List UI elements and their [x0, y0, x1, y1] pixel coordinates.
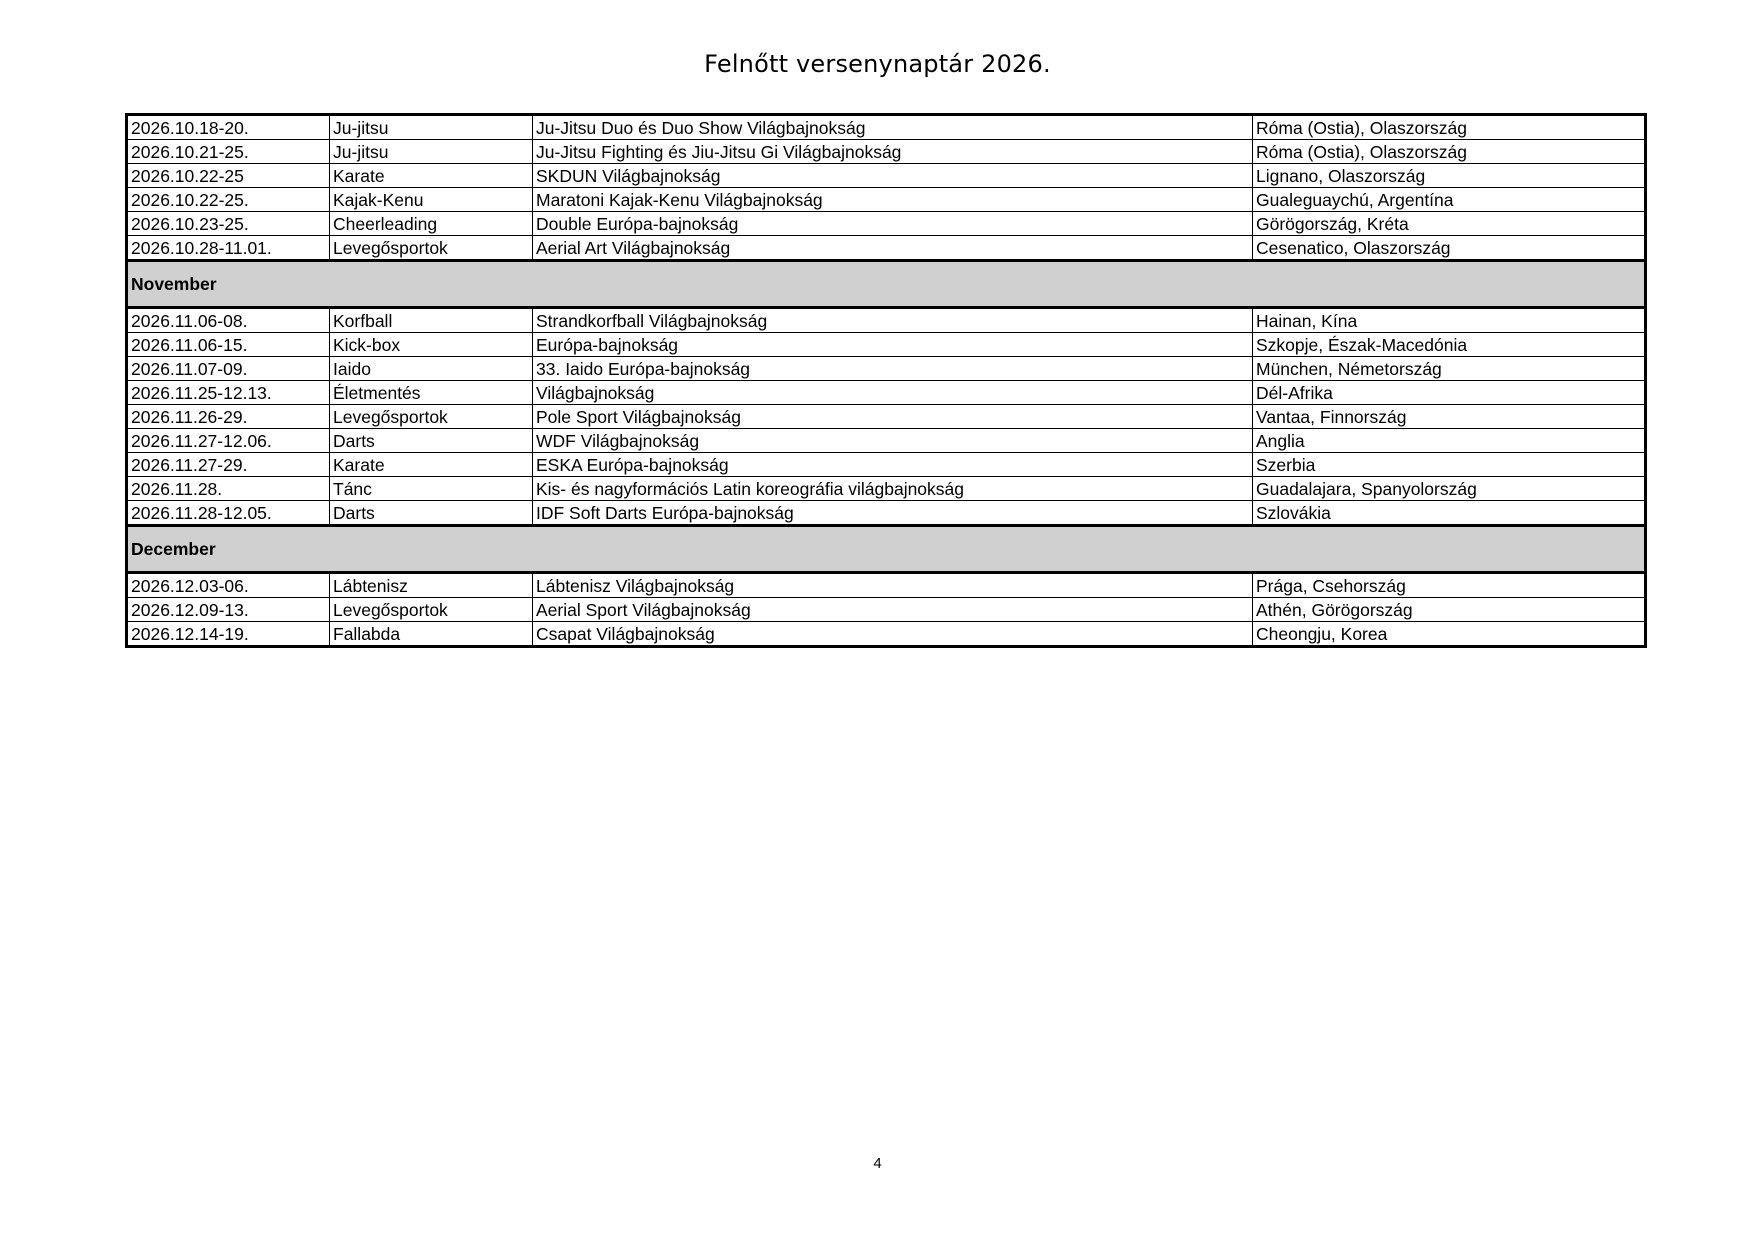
event-cell: IDF Soft Darts Európa-bajnokság: [533, 501, 1253, 526]
table-row: [127, 357, 1646, 381]
sport-cell: Ju-jitsu: [330, 115, 533, 140]
event-cell: Double Európa-bajnokság: [533, 212, 1253, 236]
table-row: [127, 333, 1646, 357]
sport-cell: Karate: [330, 453, 533, 477]
event-cell: Maratoni Kajak-Kenu Világbajnokság: [533, 188, 1253, 212]
sport-cell: Tánc: [330, 477, 533, 501]
date-cell: 2026.10.28-11.01.: [127, 236, 330, 261]
place-cell: Prága, Csehország: [1253, 573, 1646, 598]
place-cell: Szlovákia: [1253, 501, 1646, 526]
date-cell: 2026.10.22-25.: [127, 188, 330, 212]
sport-cell: Fallabda: [330, 622, 533, 647]
event-cell: Csapat Világbajnokság: [533, 622, 1253, 647]
sport-cell: Cheerleading: [330, 212, 533, 236]
table-row: [127, 429, 1646, 453]
month-header-row: [127, 261, 1646, 308]
event-cell: Lábtenisz Világbajnokság: [533, 573, 1253, 598]
event-cell: Kis- és nagyformációs Latin koreográfia világbajnokság: [533, 477, 1253, 501]
place-cell: Cesenatico, Olaszország: [1253, 236, 1646, 261]
event-cell: 33. Iaido Európa-bajnokság: [533, 357, 1253, 381]
month-label: November: [127, 261, 1646, 308]
event-cell: WDF Világbajnokság: [533, 429, 1253, 453]
table-row: [127, 573, 1646, 598]
date-cell: 2026.11.25-12.13.: [127, 381, 330, 405]
date-cell: 2026.11.06-08.: [127, 308, 330, 333]
event-cell: Aerial Sport Világbajnokság: [533, 598, 1253, 622]
event-cell: SKDUN Világbajnokság: [533, 164, 1253, 188]
table-row: [127, 622, 1646, 647]
sport-cell: Darts: [330, 501, 533, 526]
sport-cell: Darts: [330, 429, 533, 453]
table-row: [127, 140, 1646, 164]
date-cell: 2026.10.18-20.: [127, 115, 330, 140]
date-cell: 2026.12.14-19.: [127, 622, 330, 647]
table-row: [127, 164, 1646, 188]
table-row: [127, 453, 1646, 477]
event-cell: Pole Sport Világbajnokság: [533, 405, 1253, 429]
place-cell: Szkopje, Észak-Macedónia: [1253, 333, 1646, 357]
event-cell: ESKA Európa-bajnokság: [533, 453, 1253, 477]
date-cell: 2026.11.26-29.: [127, 405, 330, 429]
table-row: [127, 405, 1646, 429]
event-cell: Európa-bajnokság: [533, 333, 1253, 357]
page-number: 4: [873, 1155, 882, 1172]
place-cell: München, Németország: [1253, 357, 1646, 381]
table-row: [127, 212, 1646, 236]
place-cell: Róma (Ostia), Olaszország: [1253, 140, 1646, 164]
page-title: Felnőtt versenynaptár 2026.: [704, 50, 1051, 78]
competition-calendar-table: [125, 113, 1647, 648]
table-row: [127, 501, 1646, 526]
sport-cell: Ju-jitsu: [330, 140, 533, 164]
date-cell: 2026.11.27-12.06.: [127, 429, 330, 453]
sport-cell: Karate: [330, 164, 533, 188]
calendar-body: [127, 115, 1646, 647]
date-cell: 2026.11.28-12.05.: [127, 501, 330, 526]
place-cell: Lignano, Olaszország: [1253, 164, 1646, 188]
date-cell: 2026.11.07-09.: [127, 357, 330, 381]
table-row: [127, 477, 1646, 501]
place-cell: Athén, Görögország: [1253, 598, 1646, 622]
place-cell: Görögország, Kréta: [1253, 212, 1646, 236]
event-cell: Világbajnokság: [533, 381, 1253, 405]
sport-cell: Lábtenisz: [330, 573, 533, 598]
event-cell: Ju-Jitsu Fighting és Jiu-Jitsu Gi Világbajnokság: [533, 140, 1253, 164]
date-cell: 2026.12.03-06.: [127, 573, 330, 598]
date-cell: 2026.12.09-13.: [127, 598, 330, 622]
month-label: December: [127, 526, 1646, 573]
sport-cell: Levegősportok: [330, 405, 533, 429]
place-cell: Vantaa, Finnország: [1253, 405, 1646, 429]
sport-cell: Korfball: [330, 308, 533, 333]
date-cell: 2026.10.21-25.: [127, 140, 330, 164]
date-cell: 2026.11.06-15.: [127, 333, 330, 357]
table-row: [127, 115, 1646, 140]
sport-cell: Kajak-Kenu: [330, 188, 533, 212]
sport-cell: Életmentés: [330, 381, 533, 405]
place-cell: Róma (Ostia), Olaszország: [1253, 115, 1646, 140]
table-row: [127, 598, 1646, 622]
date-cell: 2026.11.28.: [127, 477, 330, 501]
place-cell: Gualeguaychú, Argentína: [1253, 188, 1646, 212]
place-cell: Cheongju, Korea: [1253, 622, 1646, 647]
place-cell: Hainan, Kína: [1253, 308, 1646, 333]
event-cell: Strandkorfball Világbajnokság: [533, 308, 1253, 333]
place-cell: Szerbia: [1253, 453, 1646, 477]
event-cell: Aerial Art Világbajnokság: [533, 236, 1253, 261]
sport-cell: Kick-box: [330, 333, 533, 357]
sport-cell: Iaido: [330, 357, 533, 381]
sport-cell: Levegősportok: [330, 236, 533, 261]
table-row: [127, 236, 1646, 261]
event-cell: Ju-Jitsu Duo és Duo Show Világbajnokság: [533, 115, 1253, 140]
month-header-row: [127, 526, 1646, 573]
place-cell: Dél-Afrika: [1253, 381, 1646, 405]
table-row: [127, 381, 1646, 405]
place-cell: Anglia: [1253, 429, 1646, 453]
table-row: [127, 188, 1646, 212]
date-cell: 2026.10.22-25: [127, 164, 330, 188]
place-cell: Guadalajara, Spanyolország: [1253, 477, 1646, 501]
table-row: [127, 308, 1646, 333]
date-cell: 2026.10.23-25.: [127, 212, 330, 236]
sport-cell: Levegősportok: [330, 598, 533, 622]
date-cell: 2026.11.27-29.: [127, 453, 330, 477]
